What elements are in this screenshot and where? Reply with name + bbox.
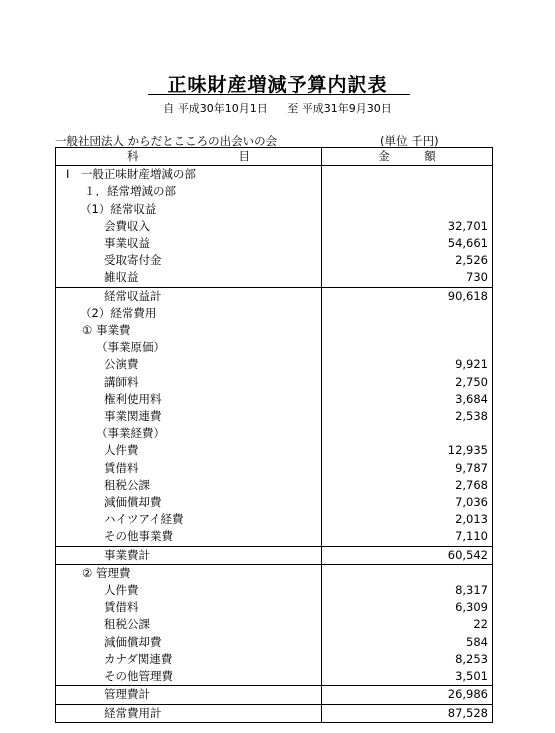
period-to: 至 平成31年9月30日 [287, 102, 392, 115]
table-row [56, 511, 493, 528]
row-amount: 3,501 [322, 668, 493, 686]
table-row [56, 269, 493, 287]
table-row [56, 183, 493, 200]
organization-name: 一般社団法人 からだとこころの出会いの会 [55, 134, 278, 148]
row-label: その他管理費 [56, 668, 322, 686]
row-label: （事業原価） [56, 339, 322, 356]
row-label: 公演費 [56, 356, 322, 373]
row-label: ① 事業費 [56, 322, 322, 339]
row-label: 租税公課 [56, 477, 322, 494]
row-label: ハイツアイ経費 [56, 511, 322, 528]
row-amount [322, 305, 493, 322]
row-amount: 2,750 [322, 374, 493, 391]
table-row [56, 564, 493, 582]
row-amount: 2,538 [322, 408, 493, 425]
table-row [56, 425, 493, 442]
table-row [56, 704, 493, 722]
row-amount: 3,684 [322, 391, 493, 408]
row-label: 租税公課 [56, 616, 322, 633]
header-amount: 金 額 [322, 148, 493, 166]
row-label: 賃借料 [56, 460, 322, 477]
table-row [56, 356, 493, 373]
table-row [56, 494, 493, 511]
row-label: 受取寄付金 [56, 252, 322, 269]
row-label: 人件費 [56, 442, 322, 459]
row-label: カナダ関連費 [56, 651, 322, 668]
row-amount [322, 425, 493, 442]
row-label: 賃借料 [56, 599, 322, 616]
table-row [56, 460, 493, 477]
budget-table [55, 147, 493, 723]
table-row [56, 287, 493, 305]
table-row [56, 477, 493, 494]
row-label: 経常収益計 [56, 287, 322, 305]
header-item [56, 148, 322, 166]
row-amount: 54,661 [322, 235, 493, 252]
header-item-b: 目 [238, 149, 250, 163]
row-amount: 87,528 [322, 704, 493, 722]
table-row [56, 528, 493, 546]
table-row [56, 408, 493, 425]
table-row [56, 305, 493, 322]
table-row [56, 322, 493, 339]
row-amount: 32,701 [322, 218, 493, 235]
row-amount [322, 564, 493, 582]
row-label: （事業経費） [56, 425, 322, 442]
table-header-row [56, 148, 493, 166]
row-amount: 8,317 [322, 582, 493, 599]
row-amount: 7,110 [322, 528, 493, 546]
row-label: （1）経常収益 [56, 201, 322, 218]
row-amount: 60,542 [322, 546, 493, 564]
table-row [56, 235, 493, 252]
row-label: 事業費計 [56, 546, 322, 564]
row-label: 会費収入 [56, 218, 322, 235]
row-amount: 2,013 [322, 511, 493, 528]
row-amount [322, 183, 493, 200]
table-row [56, 582, 493, 599]
row-amount: 9,787 [322, 460, 493, 477]
row-amount: 22 [322, 616, 493, 633]
row-label: 減価償却費 [56, 494, 322, 511]
table-row [56, 599, 493, 616]
row-amount [322, 201, 493, 218]
table-row [56, 166, 493, 184]
table-row [56, 546, 493, 564]
row-amount: 8,253 [322, 651, 493, 668]
table-row [56, 252, 493, 269]
table-row [56, 339, 493, 356]
row-label: 人件費 [56, 582, 322, 599]
table-row [56, 374, 493, 391]
row-amount [322, 339, 493, 356]
table-row [56, 668, 493, 686]
row-label: その他事業費 [56, 528, 322, 546]
table-row [56, 201, 493, 218]
row-label: 事業関連費 [56, 408, 322, 425]
row-label: 権利使用料 [56, 391, 322, 408]
table-row [56, 391, 493, 408]
unit-label: (単位 千円) [380, 134, 439, 148]
row-amount: 7,036 [322, 494, 493, 511]
row-label: 管理費計 [56, 686, 322, 704]
title-underline [148, 94, 410, 95]
document-title: 正味財産増減予算内訳表 [167, 74, 388, 96]
table-row [56, 686, 493, 704]
table-row [56, 442, 493, 459]
row-amount: 90,618 [322, 287, 493, 305]
row-amount: 12,935 [322, 442, 493, 459]
row-amount: 2,526 [322, 252, 493, 269]
row-amount: 9,921 [322, 356, 493, 373]
row-label: 経常費用計 [56, 704, 322, 722]
row-label: Ⅰ 一般正味財産増減の部 [56, 166, 322, 184]
table-row [56, 651, 493, 668]
row-amount: 2,768 [322, 477, 493, 494]
row-amount: 6,309 [322, 599, 493, 616]
row-label: ② 管理費 [56, 564, 322, 582]
row-amount [322, 322, 493, 339]
header-item-a: 科 [127, 149, 139, 163]
table-row [56, 634, 493, 651]
fiscal-period [0, 100, 555, 116]
row-amount: 584 [322, 634, 493, 651]
row-label: 講師料 [56, 374, 322, 391]
row-label: 雑収益 [56, 269, 322, 287]
row-amount: 26,986 [322, 686, 493, 704]
row-label: 減価償却費 [56, 634, 322, 651]
row-label: （2）経常費用 [56, 305, 322, 322]
table-body [56, 166, 493, 723]
period-from: 自 平成30年10月1日 [163, 102, 268, 115]
row-label: 事業収益 [56, 235, 322, 252]
table-row [56, 616, 493, 633]
row-amount [322, 166, 493, 184]
row-label: １．経常増減の部 [56, 183, 322, 200]
row-amount: 730 [322, 269, 493, 287]
table-row [56, 218, 493, 235]
